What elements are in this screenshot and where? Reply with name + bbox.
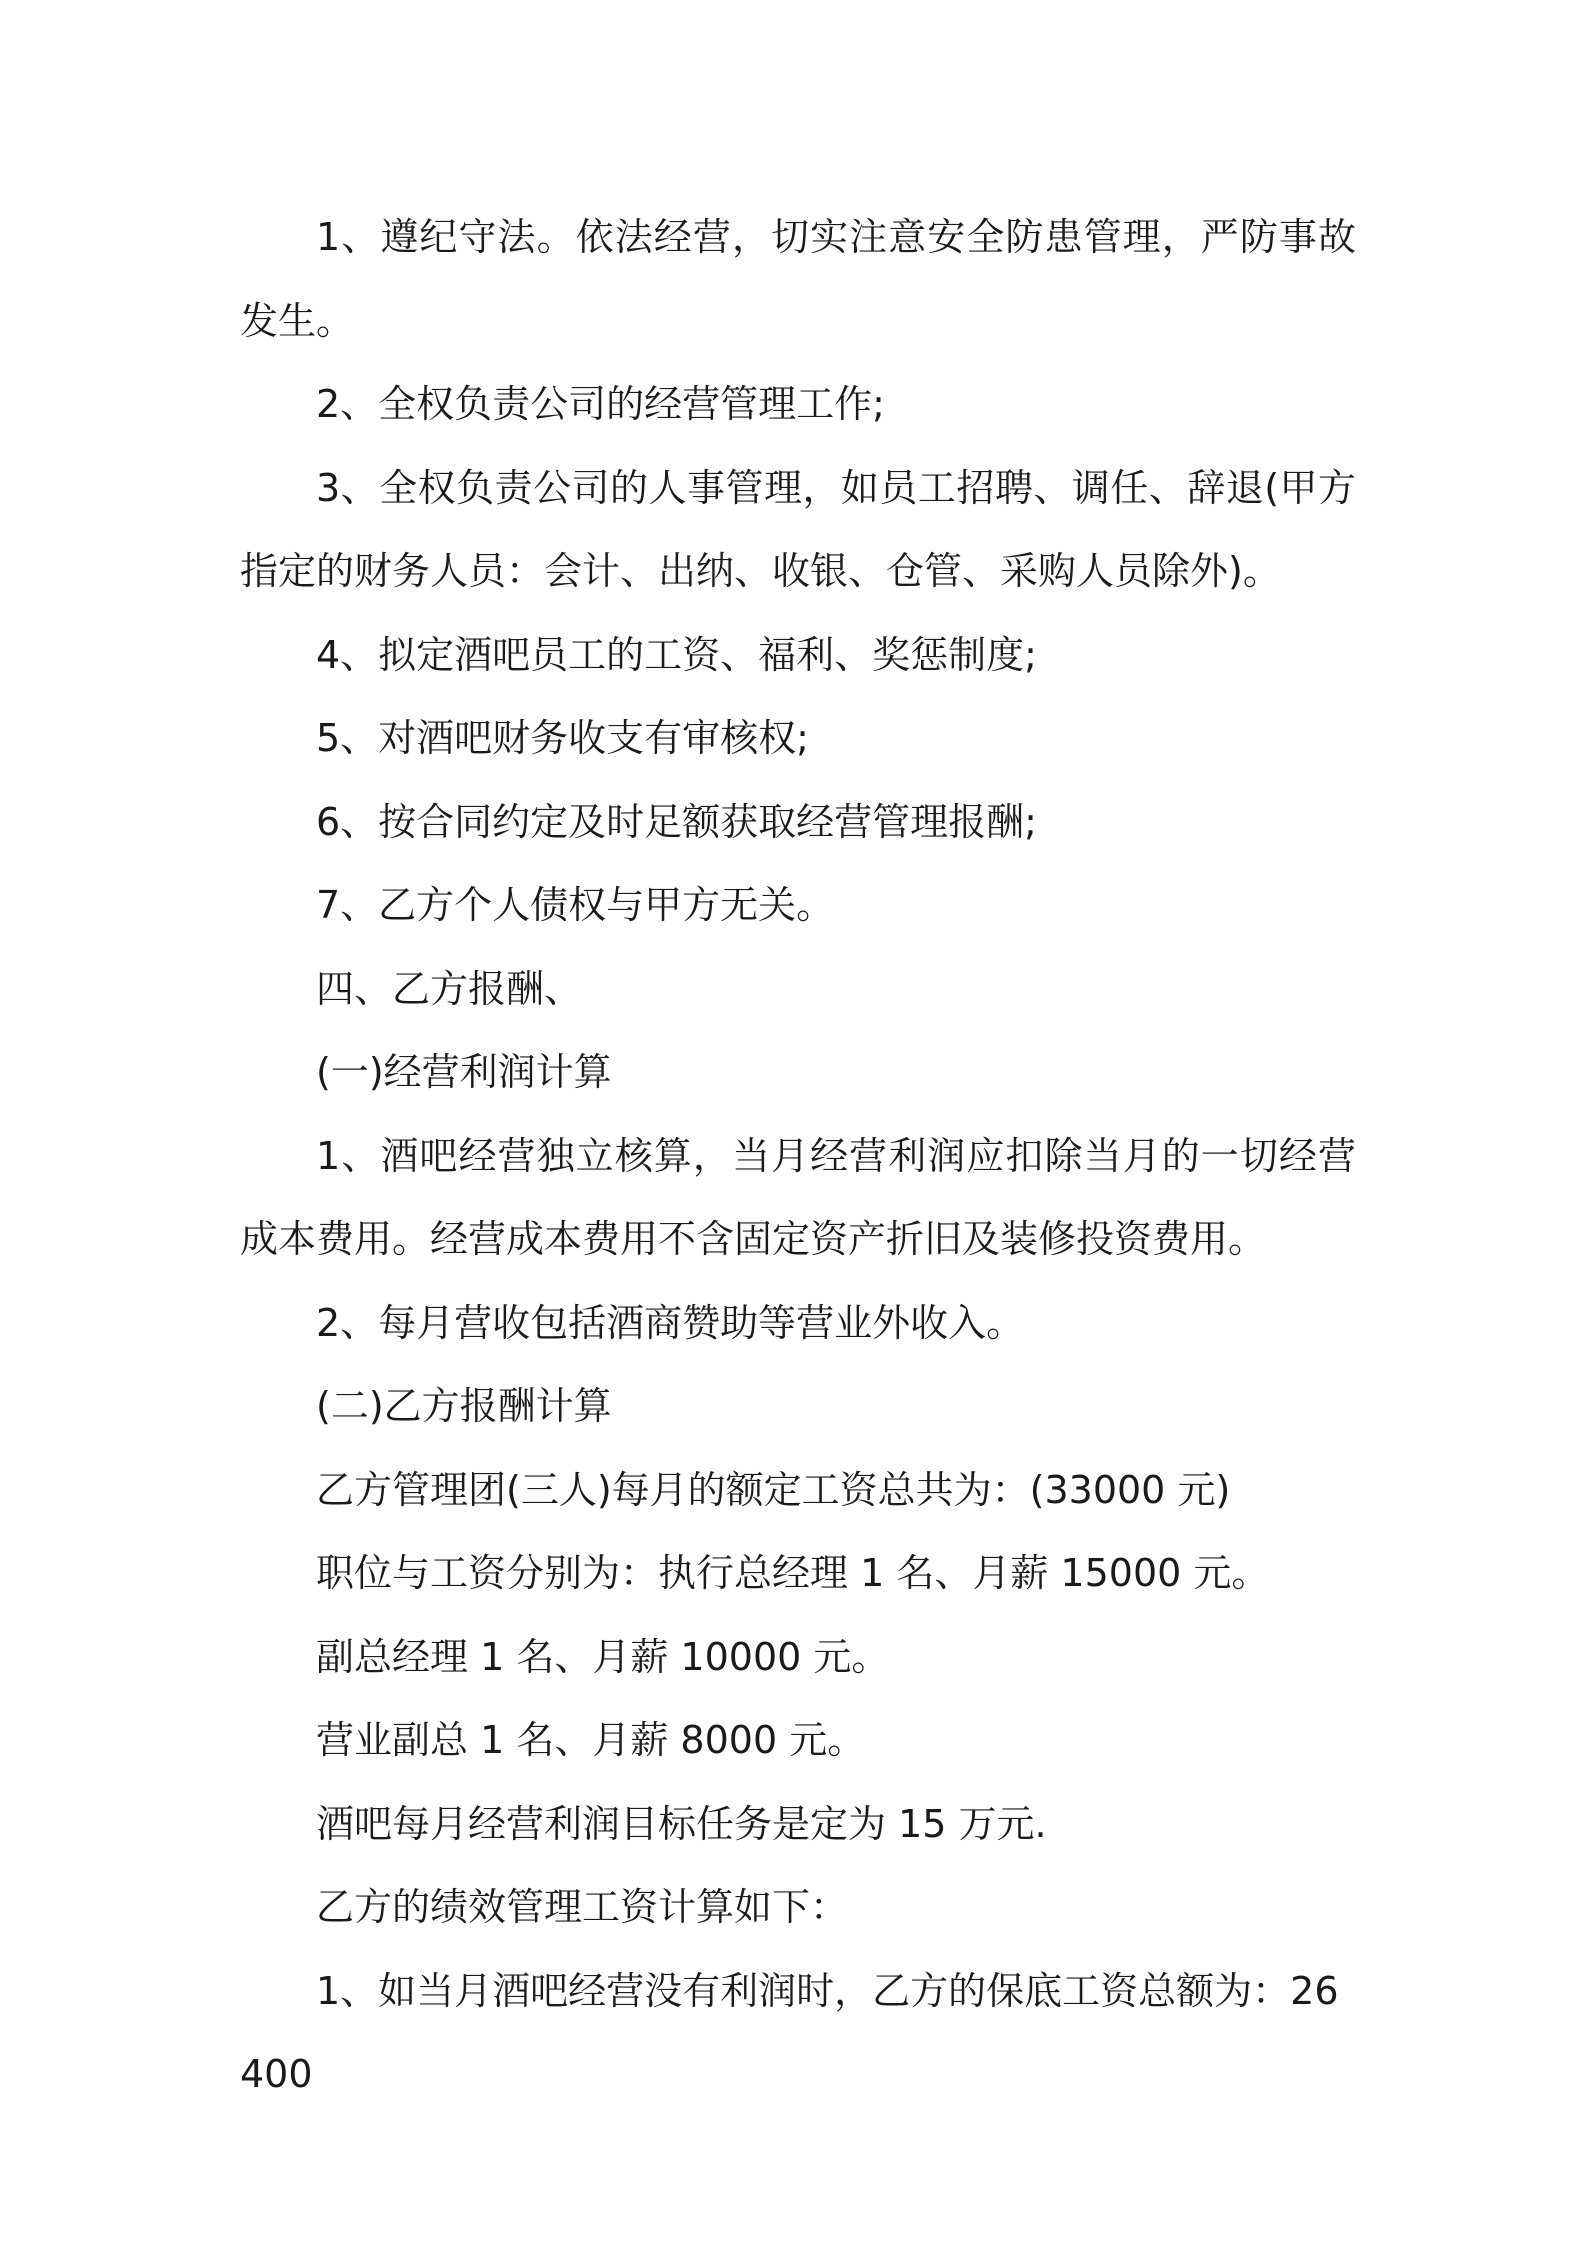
paragraph-profit-target: 酒吧每月经营利润目标任务是定为 15 万元. xyxy=(316,1801,1047,1846)
paragraph-clause-5: 5、对酒吧财务收支有审核权; xyxy=(316,716,809,760)
paragraph-minimum-salary: 1、如当月酒吧经营没有利润时，乙方的保底工资总额为：26400 xyxy=(240,1968,1339,2096)
paragraph-deputy-gm-salary: 副总经理 1 名、月薪 10000 元。 xyxy=(316,1634,890,1679)
document-body xyxy=(240,196,1356,2117)
paragraph-business-deputy-salary: 营业副总 1 名、月薪 8000 元。 xyxy=(316,1718,866,1762)
paragraph-profit-1: 1、酒吧经营独立核算，当月经营利润应扣除当月的一切经营成本费用。经营成本费用不含固定资产折旧及装修投资费用。 xyxy=(240,1133,1356,1261)
paragraph-clause-4: 4、拟定酒吧员工的工资、福利、奖惩制度; xyxy=(316,632,1037,677)
section-heading-remuneration: 四、乙方报酬、 xyxy=(316,966,583,1011)
paragraph-clause-3: 3、全权负责公司的人事管理，如员工招聘、调任、辞退(甲方指定的财务人员：会计、出纳、收银、仓管、采购人员除外)。 xyxy=(240,465,1356,593)
paragraph-team-salary: 乙方管理团(三人)每月的额定工资总共为：(33000 元) xyxy=(316,1467,1231,1512)
paragraph-clause-6: 6、按合同约定及时足额获取经营管理报酬; xyxy=(316,799,1037,844)
subheading-remuneration-calculation: (二)乙方报酬计算 xyxy=(316,1384,612,1428)
paragraph-clause-7: 7、乙方个人债权与甲方无关。 xyxy=(316,883,835,927)
paragraph-profit-2: 2、每月营收包括酒商赞助等营业外收入。 xyxy=(316,1300,1025,1345)
subheading-profit-calculation: (一)经营利润计算 xyxy=(316,1050,612,1094)
paragraph-clause-2: 2、全权负责公司的经营管理工作; xyxy=(316,382,885,426)
paragraph-performance-heading: 乙方的绩效管理工资计算如下： xyxy=(316,1885,849,1929)
paragraph-clause-1: 1、遵纪守法。依法经营，切实注意安全防患管理，严防事故发生。 xyxy=(240,215,1356,343)
paragraph-position-salary: 职位与工资分别为：执行总经理 1 名、月薪 15000 元。 xyxy=(316,1551,1270,1595)
